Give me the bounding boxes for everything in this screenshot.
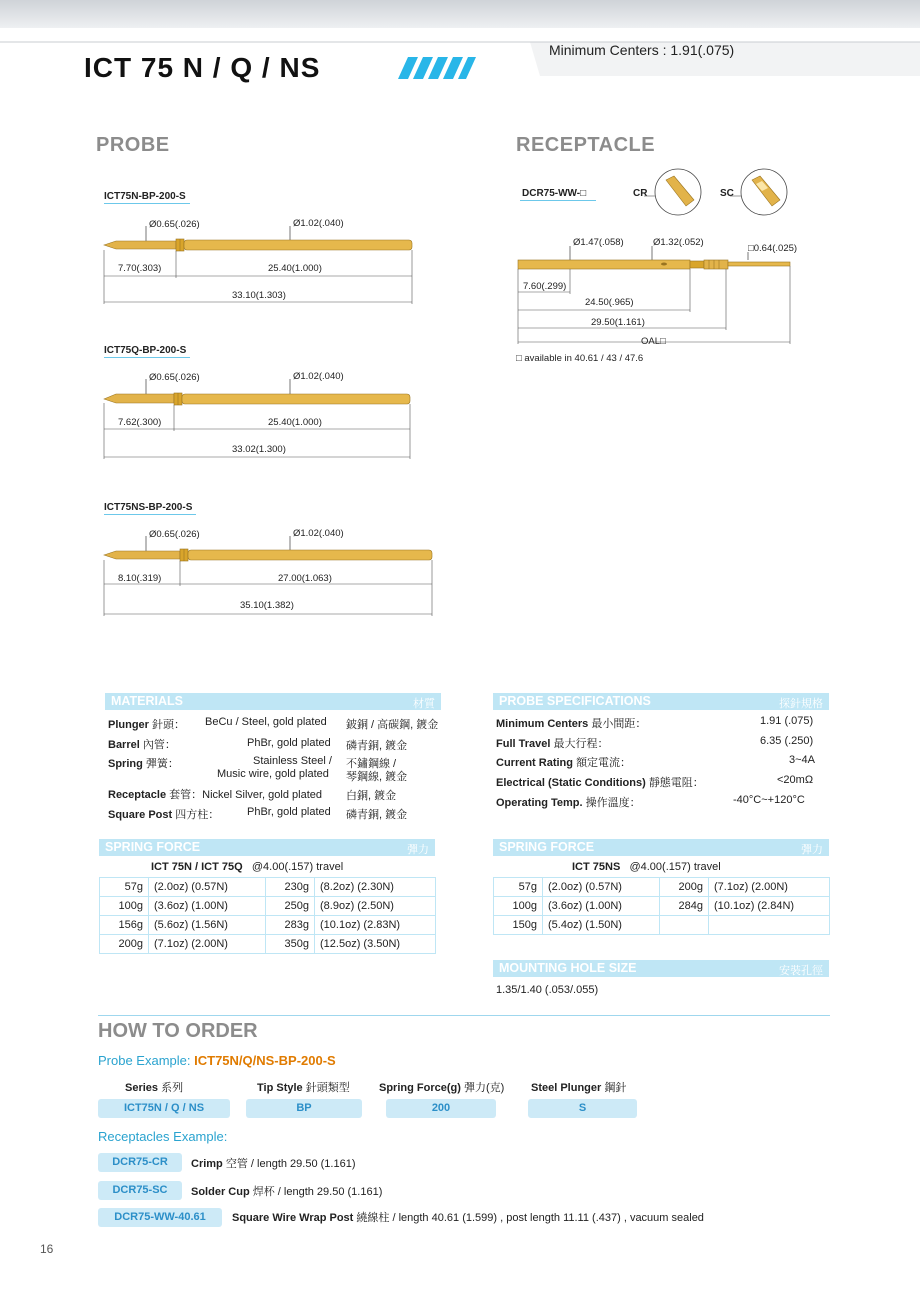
receptacle-drawing [514, 246, 804, 350]
probe-3-name: ICT75NS-BP-200-S [104, 502, 193, 513]
spring-force-right-header [493, 839, 829, 856]
receptacle-code-ww: DCR75-WW-40.61 [98, 1208, 222, 1227]
probe-3-len-a: 8.10(.319) [118, 573, 162, 584]
receptacle-sc-label: SC [720, 188, 734, 199]
spring-force-left-title: SPRING FORCE [105, 840, 201, 854]
receptacle-code-cr: DCR75-CR [98, 1153, 182, 1172]
probe-1-name-underline [104, 203, 190, 204]
materials-row-spring-value2: Music wire, gold plated [217, 768, 329, 780]
probe-3-tip-dia: Ø0.65(.026) [149, 529, 200, 540]
materials-row-receptacle-value-cn: 白銅, 鍍金 [346, 790, 397, 802]
how-to-order-divider [98, 1015, 830, 1016]
receptacle-l3: 29.50(1.161) [591, 317, 645, 328]
probe-1-len-a: 7.70(.303) [118, 263, 162, 274]
spring-force-right-model: ICT 75NS @4.00(.157) travel [572, 861, 721, 873]
probe-1-tip-dia: Ø0.65(.026) [149, 219, 200, 230]
materials-row-square-post-value-cn: 磷青銅, 鍍金 [346, 809, 408, 821]
table-row: 57g (2.0oz) (0.57N) 200g (7.1oz) (2.00N) [494, 878, 830, 897]
specs-title: PROBE SPECIFICATIONS [499, 694, 651, 708]
spring-force-right-table [493, 877, 830, 935]
order-col-steel-plunger: Steel Plunger 鋼針 [531, 1082, 627, 1094]
probe-3-name-underline [104, 514, 196, 515]
spec-value-operating-temp: -40°C~+120°C [733, 794, 805, 806]
table-row: 100g (3.6oz) (1.00N) 284g (10.1oz) (2.84N) [494, 897, 830, 916]
mounting-title: MOUNTING HOLE SIZE [499, 961, 637, 975]
receptacle-name: DCR75-WW-□ [522, 188, 587, 199]
materials-row-barrel-value-cn: 磷青銅, 鍍金 [346, 740, 408, 752]
probe-2-total: 33.02(1.300) [232, 444, 286, 455]
header-top-bar [0, 0, 920, 28]
receptacles-example: Receptacles Example: [98, 1129, 228, 1144]
order-value-tip-style: BP [246, 1099, 362, 1118]
order-col-series: Series 系列 [125, 1082, 184, 1094]
order-value-steel-plunger: S [528, 1099, 637, 1118]
materials-header [105, 693, 441, 710]
receptacle-cr-label: CR [633, 188, 648, 199]
probe-2-tip-dia: Ø0.65(.026) [149, 372, 200, 383]
materials-row-plunger-value-cn: 鈹銅 / 高碳鋼, 鍍金 [346, 719, 439, 731]
specs-header [493, 693, 829, 710]
materials-row-spring-value2-cn: 琴鋼線, 鍍金 [346, 771, 408, 783]
spring-force-left-model: ICT 75N / ICT 75Q @4.00(.157) travel [151, 861, 344, 873]
spring-force-right-title-cn: 彈力 [801, 844, 823, 856]
order-value-spring-force: 200 [386, 1099, 496, 1118]
spring-force-left-table [99, 877, 436, 954]
order-value-series: ICT75N / Q / NS [98, 1099, 230, 1118]
spring-force-right-title: SPRING FORCE [499, 840, 595, 854]
materials-row-spring-value: Stainless Steel / [253, 755, 332, 767]
how-to-order-heading: HOW TO ORDER [98, 1020, 258, 1042]
spec-value-full-travel: 6.35 (.250) [760, 735, 814, 747]
receptacle-note: □ available in 40.61 / 43 / 47.6 [516, 353, 644, 364]
table-row: 57g (2.0oz) (0.57N) 230g (8.2oz) (2.30N) [100, 878, 436, 897]
mounting-value: 1.35/1.40 (.053/.055) [496, 984, 599, 996]
order-col-tip-style: Tip Style 針頭類型 [257, 1082, 350, 1094]
materials-row-receptacle: Receptacle 套管：Nickel Silver, gold plated [108, 789, 322, 801]
table-row: 156g (5.6oz) (1.56N) 283g (10.1oz) (2.83N) [100, 916, 436, 935]
receptacle-d1: Ø1.47(.058) [573, 237, 624, 248]
spec-row-min-centers: Minimum Centers 最小間距： [496, 718, 647, 730]
receptacle-code-sc: DCR75-SC [98, 1181, 182, 1200]
receptacle-l2: 24.50(.965) [585, 297, 634, 308]
materials-title-cn: 材質 [413, 698, 435, 710]
spring-force-left-header [99, 839, 435, 856]
spec-value-current-rating: 3~4A [789, 754, 815, 766]
receptacle-end-details [612, 166, 802, 218]
probe-2-len-b: 25.40(1.000) [268, 417, 322, 428]
materials-title: MATERIALS [111, 694, 183, 708]
mounting-header [493, 960, 829, 977]
probe-1-barrel-dia: Ø1.02(.040) [293, 218, 344, 229]
spec-row-electrical: Electrical (Static Conditions) 靜態電阻： [496, 777, 704, 789]
page-number: 16 [40, 1242, 54, 1256]
materials-row-barrel-value: PhBr, gold plated [247, 737, 331, 749]
materials-row-plunger: Plunger 針頭： [108, 719, 186, 731]
probe-2-name: ICT75Q-BP-200-S [104, 345, 187, 356]
probe-2-name-underline [104, 357, 190, 358]
spec-value-min-centers: 1.91 (.075) [760, 715, 814, 727]
probe-3-barrel-dia: Ø1.02(.040) [293, 528, 344, 539]
probe-1-name: ICT75N-BP-200-S [104, 191, 186, 202]
spec-row-current-rating: Current Rating 額定電流： [496, 757, 632, 769]
probe-1-len-b: 25.40(1.000) [268, 263, 322, 274]
receptacle-l1: 7.60(.299) [523, 281, 567, 292]
spec-row-full-travel: Full Travel 最大行程： [496, 738, 609, 750]
receptacle-desc-sc: Solder Cup 焊杯 / length 29.50 (1.161) [191, 1186, 383, 1198]
probe-2-barrel-dia: Ø1.02(.040) [293, 371, 344, 382]
receptacle-name-underline [520, 200, 596, 201]
probe-3-total: 35.10(1.382) [240, 600, 294, 611]
materials-row-barrel: Barrel 內管： [108, 739, 176, 751]
probe-heading: PROBE [96, 134, 170, 156]
receptacle-d2: Ø1.32(.052) [653, 237, 704, 248]
materials-row-plunger-value: BeCu / Steel, gold plated [205, 716, 327, 728]
materials-row-square-post: Square Post 四方柱： [108, 809, 220, 821]
materials-row-spring-value-cn: 不鏽鋼線 / [346, 758, 397, 770]
table-row: 100g (3.6oz) (1.00N) 250g (8.9oz) (2.50N) [100, 897, 436, 916]
spec-row-operating-temp: Operating Temp. 操作溫度： [496, 797, 641, 809]
stripes-icon [398, 57, 478, 79]
spring-force-left-title-cn: 彈力 [407, 844, 429, 856]
mounting-title-cn: 安裝孔徑 [779, 965, 823, 977]
page-title: ICT 75 N / Q / NS [84, 52, 321, 83]
probe-example: Probe Example: ICT75N/Q/NS-BP-200-S [98, 1053, 336, 1068]
materials-row-spring: Spring 彈簧： [108, 758, 179, 770]
probe-3-len-b: 27.00(1.063) [278, 573, 332, 584]
table-row: 150g (5.4oz) (1.50N) [494, 916, 830, 935]
spec-value-electrical: <20mΩ [777, 774, 814, 786]
specs-title-cn: 探針規格 [779, 698, 823, 710]
materials-row-square-post-value: PhBr, gold plated [247, 806, 331, 818]
probe-1-total: 33.10(1.303) [232, 290, 286, 301]
order-col-spring-force: Spring Force(g) 彈力(克) [379, 1082, 505, 1094]
receptacle-desc-ww: Square Wire Wrap Post 繞線柱 / length 40.61 (1.599) , post length 11.11 (.437) , vacuum sealed [232, 1212, 704, 1224]
receptacle-sq: □0.64(.025) [748, 243, 798, 254]
receptacle-heading: RECEPTACLE [516, 134, 656, 156]
table-row: 200g (7.1oz) (2.00N) 350g (12.5oz) (3.50N) [100, 935, 436, 954]
receptacle-desc-cr: Crimp 空管 / length 29.50 (1.161) [191, 1158, 356, 1170]
probe-2-len-a: 7.62(.300) [118, 417, 162, 428]
receptacle-oal: OAL□ [641, 336, 666, 347]
min-centers: Minimum Centers : 1.91(.075) [549, 42, 735, 58]
